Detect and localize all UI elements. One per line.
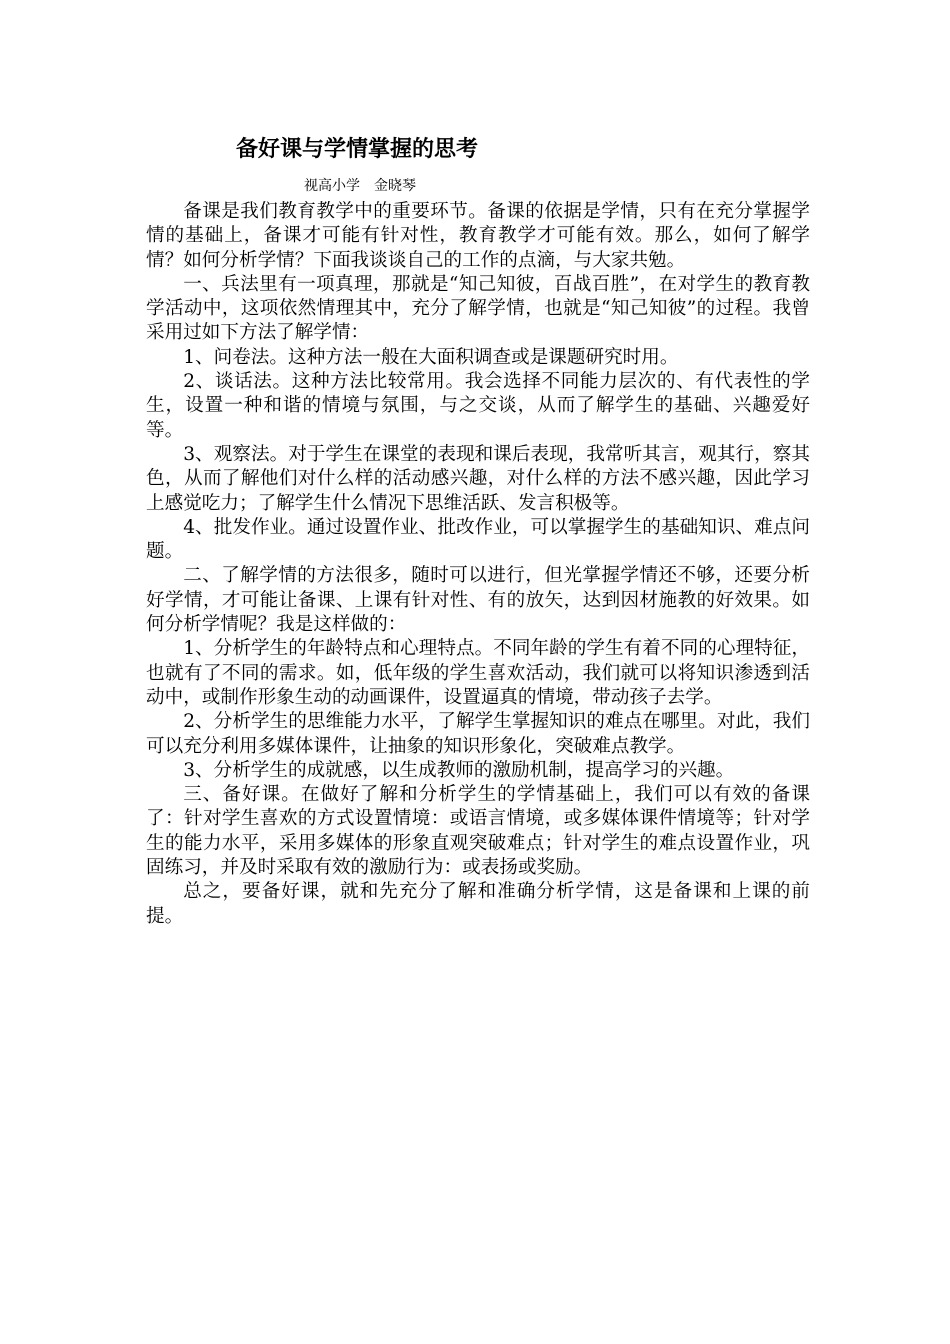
- document-title: 备好课与学情掌握的思考: [236, 137, 479, 162]
- paragraph: 3、分析学生的成就感，以生成教师的激励机制，提高学习的兴趣。: [183, 759, 735, 781]
- document-author: 视高小学 金晓琴: [304, 178, 416, 194]
- paragraph: 1、问卷法。这种方法一般在大面积调查或是课题研究时用。: [183, 346, 679, 368]
- paragraph: 备课是我们教育教学中的重要环节。备课的依据是学情，只有在充分掌握学情的基础上，备课才可能有针对性，教育教学才可能有效。那么，如何了解学情？如何分析学情？下面我谈谈自己的工作的点滴，与大家共勉。: [146, 201, 810, 271]
- paragraph: 2、分析学生的思维能力水平，了解学生掌握知识的难点在哪里。对此，我们可以充分利用多媒体课件，让抽象的知识形象化，突破难点教学。: [146, 711, 810, 757]
- paragraph: 三、备好课。在做好了解和分析学生的学情基础上，我们可以有效的备课了：针对学生喜欢的方式设置情境：或语言情境，或多媒体课件情境等；针对学生的能力水平，采用多媒体的形象直观突破难点；针对学生的难点设置作业，巩固练习，并及时采取有效的激励行为：或表扬或奖励。: [146, 784, 810, 879]
- paragraph: 总之，要备好课，就和先充分了解和准确分析学情，这是备课和上课的前提。: [146, 881, 810, 927]
- paragraph: 4、批发作业。通过设置作业、批改作业，可以掌握学生的基础知识、难点问题。: [146, 516, 810, 563]
- paragraph: 1、分析学生的年龄特点和心理特点。不同年龄的学生有着不同的心理特征，也就有了不同的需求。如，低年级的学生喜欢活动，我们就可以将知识渗透到活动中，或制作形象生动的动画课件，设置逼真的情境，带动孩子去学。: [146, 638, 810, 708]
- paragraph: 2、谈话法。这种方法比较常用。我会选择不同能力层次的、有代表性的学生，设置一种和谐的情境与氛围，与之交谈，从而了解学生的基础、兴趣爱好等。: [146, 371, 810, 441]
- paragraph: 二、了解学情的方法很多，随时可以进行，但光掌握学情还不够，还要分析好学情，才可能让备课、上课有针对性、有的放矢，达到因材施教的好效果。如何分析学情呢？我是这样做的：: [146, 565, 810, 636]
- document-body: [146, 200, 810, 929]
- paragraph: 3、观察法。对于学生在课堂的表现和课后表现，我常听其言，观其行，察其色，从而了解他们对什么样的活动感兴趣，对什么样的方法不感兴趣，因此学习上感觉吃力；了解学生什么情况下思维活跃、发言积极等。: [146, 443, 810, 514]
- paragraph: 一、兵法里有一项真理，那就是“知己知彼，百战百胜”，在对学生的教育教学活动中，这项依然情理其中，充分了解学情，也就是“知己知彼”的过程。我曾采用过如下方法了解学情：: [146, 273, 810, 344]
